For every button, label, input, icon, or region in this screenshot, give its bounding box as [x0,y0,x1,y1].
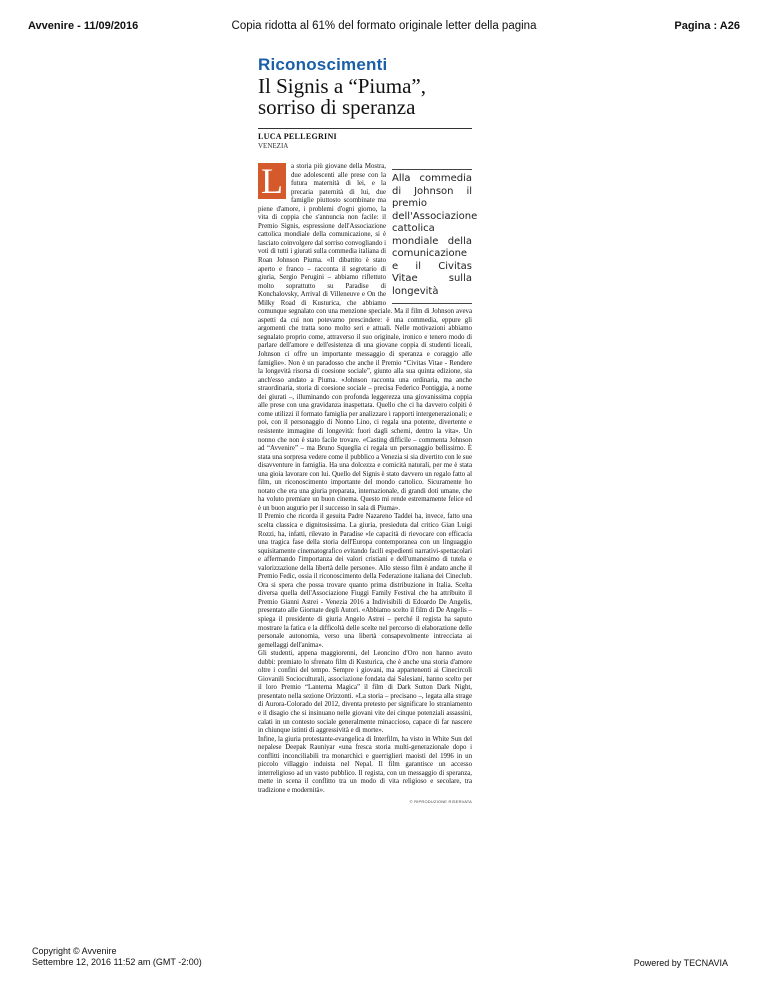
powered-by-footer: Powered by TECNAVIA [633,958,728,968]
article-body [258,161,478,807]
copyright-footer [32,946,202,968]
reproduction-notice: © RIPRODUZIONE RISERVATA [409,799,472,805]
title-line-2: sorriso di speranza [258,95,416,119]
copyright-text: Copyright © Avvenire [32,946,117,956]
title-divider [258,128,472,129]
author-byline: LUCA PELLEGRINI [258,132,337,141]
page-number: Pagina : A26 [674,20,740,32]
article-title [258,76,472,118]
paragraph-1: a storia più giovane della Mostra, due adolescenti alle prese con la futura maternità di lei, e la precaria paternità di lui, due famiglie piuttosto scombinate ma piene d'amore, i problemi d'ogni giorno, la vita di coppia che s'annuncia non facile: il Premio Signis, espressione dell'Associazione cattolica mondiale della comunicazione, si è lasciato coinvolgere dal sorriso convogliando i voti di tutti i giurati sulla commedia italiana di Roan Johnson Piuma. «Il dibattito è stato aperto e franco – racconta il segretario di giuria, Sergio Perugini – abbiamo riflettuto molto soprattutto su Paradise di Konchalovsky, Arrival di Villeneuve e On the Milky Road di Kusturica, che abbiamo comunque segnalato con una menzione speciale. Ma il film di Johnson aveva aspetti da cui non potevamo prescindere: è una commedia, eppure gli argomenti che tratta sono molto seri e attuali. Nelle motivazioni abbiamo segnalato proprio come, attraverso il suo originale, ironico e tenero modo di parlare dell'amore e dell'esistenza di una giovane coppia di studenti liceali, Johnson ci offre un importante messaggio di speranza e coraggio alle famiglie». Non è un paradosso che anche il Premio “Civitas Vitae - Rendere la longevità risorsa di coesione sociale”, giunto alla sua quinta edizione, sia anch'esso andato a Piuma. «Johnson racconta una ordinaria, ma anche straordinaria, storia di coesione sociale – precisa Federico Pontiggia, a nome dei giurati –, illuminando con profonda leggerezza una giovanissima coppia alle prese con una gravidanza inaspettata. Quello che ci ha davvero colpiti è come utilizzi il formato famiglia per analizzare i rapporti intergenerazionali; e poi, con il personaggio di Nonno Lino, ci regala una potente, divertente e resistente immagine di longevità: fuori dagli schemi, dentro la vita». Un nonno che non è stato facile trovare. «Casting difficile – commenta Johnson ad “Avvenire” – ma Bruno Squeglia ci regala un personaggio bellissimo. È stata una sorpresa vedere come il pubblico a Venezia si sia divertito con le sue disavventure in famiglia. Ha una dolcezza e comicità naturali, per me è stata una gioia lavorare con lui. Quello del Signis è stato davvero un regalo fatto al film, un riconoscimento importante del mondo cattolico. Sicuramente ho notato che era una giuria preparata, internazionale, di grandi doti umane, che ha voluto premiare un buon cinema. Questo mi rende estremamente felice ed è un buon augurio per il successo in sala di Piuma». [258,163,472,512]
paragraph-4: Infine, la giuria protestante-evangelica di Interfilm, ha visto in White Sun del nepalese Deepak Rauniyar «una fresca storia multi-generazionale dopo i conflitti inconciliabili tra monarchici e guerriglieri maoisti del 1996 in un piccolo villaggio induista nel Nepal. Il film garantisce un accesso interreligioso ad un vasto pubblico. Il regista, con un messaggio di speranza, mette in scena il conflitto tra un modo di vita religioso e secolare, tra tradizione e modernità». [258,735,472,794]
drop-cap: L [258,163,286,199]
article-kicker: Riconoscimenti [258,55,388,74]
paragraph-3: Gli studenti, appena maggiorenni, del Leoncino d'Oro non hanno avuto dubbi: premiato lo sfrenato film di Kusturica, che è anche una storia d'amore oltre i confini del tempo. Sempre i giovani, ma appartenenti ai Cinecircoli Giovanili Socioculturali, associazione fondata dai Salesiani, hanno scelto per il loro Premio “Lanterna Magica” il film di Dark Sutton Dark Night, presentato nella sezione Orizzonti. «La storia – precisano –, legata alla strage di Aurora-Colorado del 2012, diventa pretesto per significare lo straniamento e il disagio che si insinuano nelle giovani vite dei cinque potenziali assassini, calati in un contesto sociale generalmente minaccioso, capace di far nascere in chiunque istinti di aggressività e di morte». [258,650,472,735]
newspaper-date-header: Avvenire - 11/09/2016 [28,20,139,32]
paragraph-2: Il Premio che ricorda il gesuita Padre Nazareno Taddei ha, invece, fatto una scelta classica e dignitosissima. La giuria, presieduta dal critico Gian Luigi Rozzi, ha, infatti, rilevato in Paradise «le capacità di rievocare con efficacia una tragica fase della storia dell'Europa contemporanea con un linguaggio squisitamente cinematografico evitando facili espedienti narrativi-spettacolari e affermando l'importanza dei valori cristiani e dell'umanesimo di tutela e valorizzazione della libertà delle persone». Allo stesso film è andato anche il Premio Fedic, ossia il riconoscimento della Federazione italiana dei Cineclub. Ora si spera che possa trovare quanto prima distribuzione in Italia. Scelta diversa quella dell'Associazione Fiuggi Family Festival che ha attribuito il Premio Gianni Astrei - Venezia 2016 a Indivisibili di Edoardo De Angelis, presentato alle Giornate degli Autori. «Abbiamo scelto il film di De Angelis – spiega il presidente di giuria Angelo Astrei – perché il regista ha saputo mostrare la fatica e la difficoltà delle scelte nel percorso di elaborazione delle personale autonomia, verso una libertà consapevolmente intrecciata ai gemellaggi dell'anima». [258,513,472,649]
reduced-copy-note: Copia ridotta al 61% del formato originale letter della pagina [231,20,537,32]
article [258,55,478,807]
title-line-1: Il Signis a “Piuma”, [258,74,426,98]
capture-timestamp: Settembre 12, 2016 11:52 am (GMT -2:00) [32,957,202,967]
pull-quote: Alla commedia di Johnson il premio dell'Associazione cattolica mondiale della comunicazione e il Civitas Vitae sulla longevità [392,169,472,304]
dateline-place: VENEZIA [258,142,289,150]
